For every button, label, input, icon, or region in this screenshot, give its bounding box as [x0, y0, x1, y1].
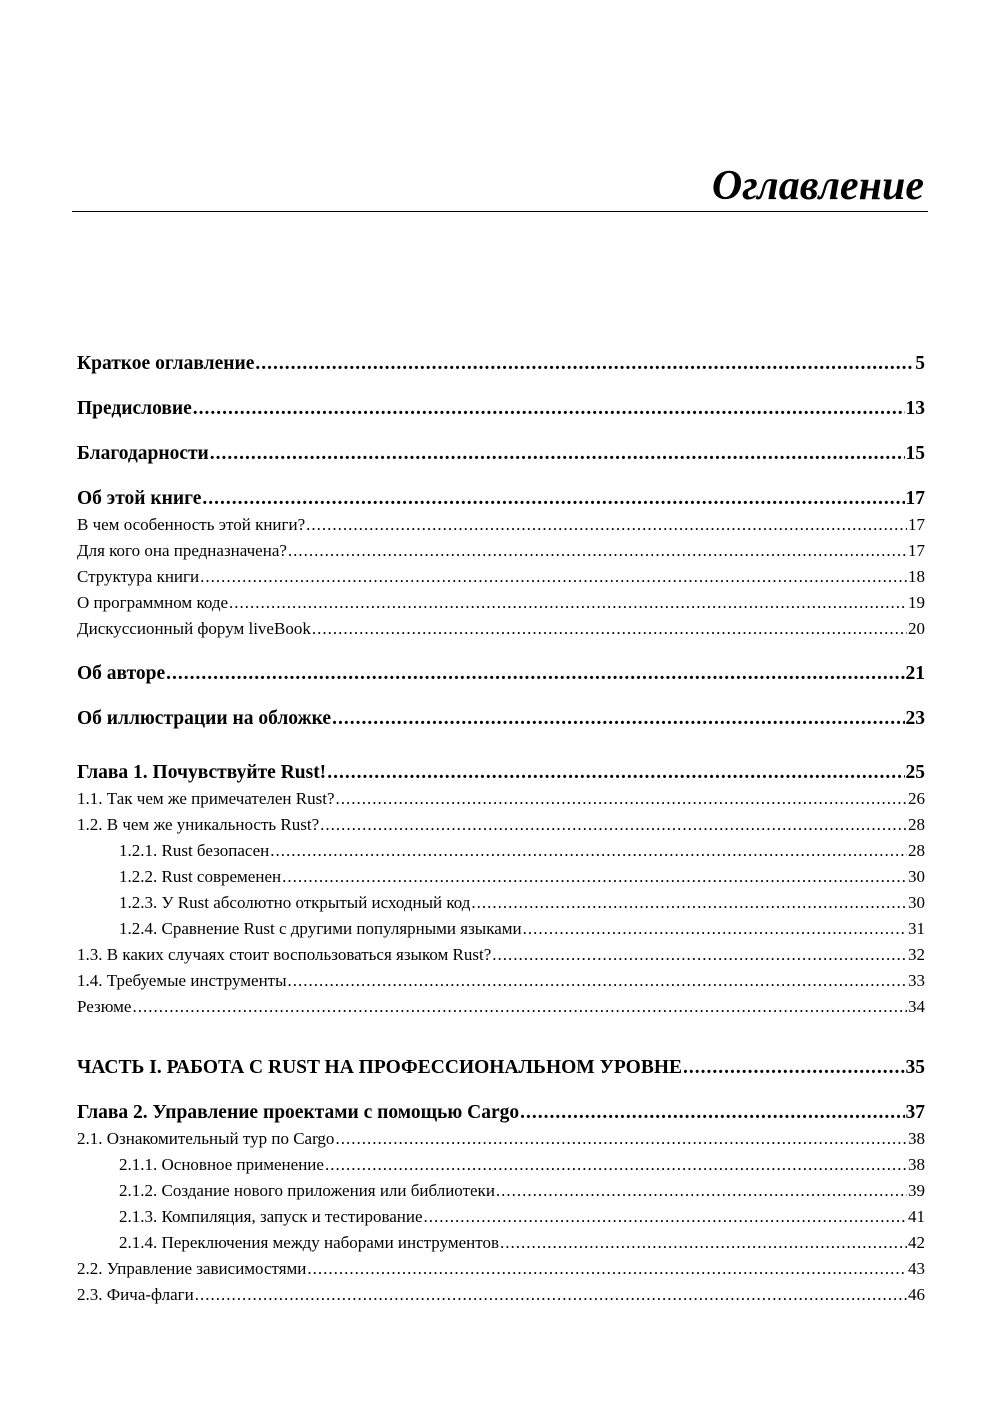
- toc-entry-label: 2.1.1. Основное применение: [119, 1155, 324, 1174]
- toc-entry-label: Об авторе: [77, 663, 166, 684]
- toc-entry[interactable]: [77, 512, 925, 538]
- toc-entry-page: 39: [908, 1181, 925, 1200]
- toc-entry-page: 5: [915, 353, 925, 374]
- toc-entry-page: 31: [908, 919, 925, 938]
- title-divider: [72, 211, 928, 212]
- toc-leader: [202, 486, 904, 512]
- toc-entry-label: Для кого она предназначена?: [77, 541, 287, 560]
- toc-entry-page: 37: [905, 1102, 925, 1123]
- toc-entry-page: 33: [908, 971, 925, 990]
- toc-entry-page: 30: [908, 893, 925, 912]
- toc-entry-page: 26: [908, 789, 925, 808]
- toc-entry-label: 1.2.4. Сравнение Rust с другими популярными языками: [119, 919, 522, 938]
- toc-entry-label: 2.2. Управление зависимостями: [77, 1259, 307, 1278]
- toc-entry[interactable]: [77, 1178, 925, 1204]
- toc-entry-page: 30: [908, 867, 925, 886]
- toc-entry[interactable]: [77, 706, 925, 732]
- toc-entry-page: 38: [908, 1129, 925, 1148]
- toc-leader: [336, 786, 908, 812]
- toc-leader: [327, 760, 904, 786]
- toc-leader: [166, 661, 904, 687]
- toc-entry[interactable]: [77, 890, 925, 916]
- toc-entry-label: Краткое оглавление: [77, 353, 255, 374]
- toc-entry[interactable]: [77, 1256, 925, 1282]
- toc-entry[interactable]: [77, 441, 925, 467]
- toc-entry-page: 32: [908, 945, 925, 964]
- page-title: Оглавление: [711, 163, 924, 209]
- toc-entry[interactable]: [77, 968, 925, 994]
- toc-entry-label: Об иллюстрации на обложке: [77, 708, 332, 729]
- toc-entry-label: 1.2.2. Rust современен: [119, 867, 282, 886]
- toc-entry[interactable]: [77, 786, 925, 812]
- toc-leader: [335, 1126, 907, 1152]
- toc-leader: [307, 1256, 907, 1282]
- toc-entry-page: 34: [908, 997, 925, 1016]
- toc-entry[interactable]: [77, 1126, 925, 1152]
- toc-entry[interactable]: [77, 1282, 925, 1308]
- toc-entry-label: 2.3. Фича-флаги: [77, 1285, 194, 1304]
- toc-leader: [683, 1055, 904, 1081]
- toc-leader: [288, 538, 907, 564]
- toc-entry[interactable]: [77, 812, 925, 838]
- toc-entry-label: 1.2.1. Rust безопасен: [119, 841, 270, 860]
- toc-entry[interactable]: [77, 616, 925, 642]
- toc-leader: [132, 994, 907, 1020]
- toc-leader: [471, 890, 907, 916]
- toc-entry-label: 1.3. В каких случаях стоит воспользоваться языком Rust?: [77, 945, 492, 964]
- toc-entry-label: ЧАСТЬ I. РАБОТА С RUST НА ПРОФЕССИОНАЛЬНОМ УРОВНЕ: [77, 1057, 683, 1078]
- toc-leader: [200, 564, 907, 590]
- toc-entry[interactable]: [77, 1204, 925, 1230]
- toc-entry-label: Структура книги: [77, 567, 200, 586]
- toc-entry[interactable]: [77, 838, 925, 864]
- toc-entry-label: Предисловие: [77, 398, 192, 419]
- toc-leader: [270, 838, 907, 864]
- table-of-contents: [77, 351, 925, 1308]
- toc-entry-label: Об этой книге: [77, 488, 202, 509]
- toc-entry-label: Глава 1. Почувствуйте Rust!: [77, 762, 327, 783]
- toc-entry-page: 17: [908, 541, 925, 560]
- toc-leader: [325, 1152, 907, 1178]
- toc-leader: [496, 1178, 907, 1204]
- toc-entry-page: 25: [905, 762, 925, 783]
- toc-entry-label: 2.1.3. Компиляция, запуск и тестирование: [119, 1207, 423, 1226]
- toc-leader: [210, 441, 905, 467]
- toc-entry-page: 46: [908, 1285, 925, 1304]
- toc-entry[interactable]: [77, 942, 925, 968]
- toc-leader: [523, 916, 907, 942]
- toc-entry-page: 17: [905, 488, 925, 509]
- toc-entry[interactable]: [77, 396, 925, 422]
- toc-entry-page: 41: [908, 1207, 925, 1226]
- toc-entry-page: 38: [908, 1155, 925, 1174]
- toc-entry[interactable]: [77, 1230, 925, 1256]
- toc-entry-label: 2.1. Ознакомительный тур по Cargo: [77, 1129, 335, 1148]
- toc-leader: [255, 351, 914, 377]
- toc-entry[interactable]: [77, 1100, 925, 1126]
- toc-entry-page: 17: [908, 515, 925, 534]
- toc-entry-page: 28: [908, 841, 925, 860]
- toc-leader: [500, 1230, 907, 1256]
- toc-entry-label: Благодарности: [77, 443, 209, 464]
- toc-entry-page: 42: [908, 1233, 925, 1252]
- toc-entry-label: 1.2.3. У Rust абсолютно открытый исходный код: [119, 893, 471, 912]
- toc-entry-label: 2.1.2. Создание нового приложения или библиотеки: [119, 1181, 495, 1200]
- toc-entry-label: 1.1. Так чем же примечателен Rust?: [77, 789, 335, 808]
- toc-entry[interactable]: [77, 864, 925, 890]
- toc-leader: [492, 942, 907, 968]
- toc-entry-label: 2.1.4. Переключения между наборами инструментов: [119, 1233, 499, 1252]
- toc-entry-page: 18: [908, 567, 925, 586]
- toc-entry-label: Глава 2. Управление проектами с помощью Cargo: [77, 1102, 520, 1123]
- toc-entry[interactable]: [77, 590, 925, 616]
- toc-entry[interactable]: [77, 564, 925, 590]
- toc-entry-page: 35: [905, 1057, 925, 1078]
- toc-leader: [312, 616, 907, 642]
- toc-leader: [320, 812, 907, 838]
- toc-entry-part[interactable]: [77, 1055, 925, 1081]
- toc-entry[interactable]: [77, 538, 925, 564]
- toc-entry-page: 19: [908, 593, 925, 612]
- toc-entry-page: 15: [905, 443, 925, 464]
- toc-entry[interactable]: [77, 916, 925, 942]
- toc-leader: [195, 1282, 907, 1308]
- toc-leader: [520, 1100, 904, 1126]
- toc-entry[interactable]: [77, 994, 925, 1020]
- toc-leader: [332, 706, 904, 732]
- toc-leader: [229, 590, 907, 616]
- toc-entry-page: 13: [905, 398, 925, 419]
- toc-entry[interactable]: [77, 351, 925, 377]
- toc-leader: [424, 1204, 907, 1230]
- toc-entry-page: 21: [905, 663, 925, 684]
- toc-entry-page: 20: [908, 619, 925, 638]
- toc-leader: [306, 512, 907, 538]
- toc-entry-label: В чем особенность этой книги?: [77, 515, 306, 534]
- toc-entry-label: Резюме: [77, 997, 132, 1016]
- toc-entry[interactable]: [77, 486, 925, 512]
- toc-leader: [288, 968, 907, 994]
- toc-entry-page: 23: [905, 708, 925, 729]
- toc-entry[interactable]: [77, 1152, 925, 1178]
- toc-entry-label: О программном коде: [77, 593, 229, 612]
- toc-leader: [282, 864, 907, 890]
- toc-entry-page: 43: [908, 1259, 925, 1278]
- toc-leader: [193, 396, 905, 422]
- toc-entry-label: Дискуссионный форум liveBook: [77, 619, 311, 638]
- toc-entry[interactable]: [77, 760, 925, 786]
- toc-entry[interactable]: [77, 661, 925, 687]
- toc-entry-page: 28: [908, 815, 925, 834]
- toc-entry-label: 1.4. Требуемые инструменты: [77, 971, 287, 990]
- toc-entry-label: 1.2. В чем же уникальность Rust?: [77, 815, 320, 834]
